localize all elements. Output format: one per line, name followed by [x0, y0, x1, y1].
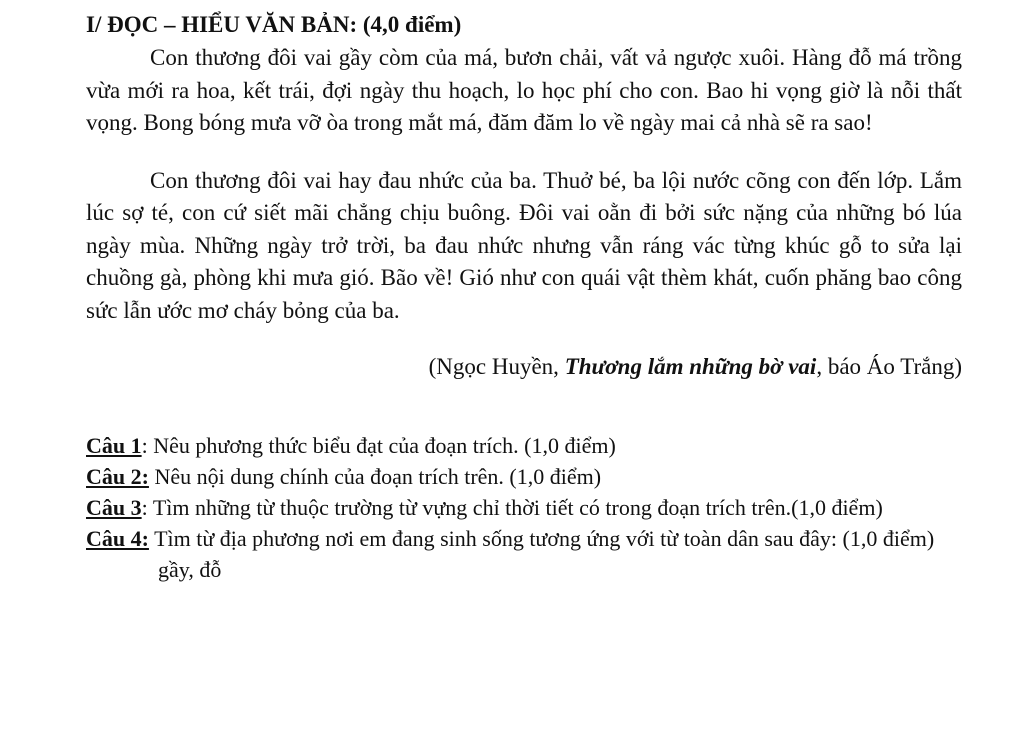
- question-4-words: gầy, đỗ: [158, 557, 222, 582]
- question-label: Câu 3: [86, 495, 142, 520]
- question-text: Nêu phương thức biểu đạt của đoạn trích. (1,0 điểm): [153, 433, 616, 458]
- question-label: Câu 2:: [86, 464, 149, 489]
- source-suffix: , báo Áo Trắng): [816, 354, 962, 379]
- question-3: [86, 492, 962, 523]
- passage-paragraph-1: Con thương đôi vai gầy còm của má, bươn chải, vất vả ngược xuôi. Hàng đỗ má trồng vừa mới ra hoa, kết trái, đợi ngày thu hoạch, lo học phí cho con. Bao hi vọng giờ là nỗi thất vọng. Bong bóng mưa vỡ òa trong mắt má, đăm đăm lo về ngày mai cả nhà sẽ ra sao!: [86, 45, 962, 135]
- question-list: [86, 430, 962, 585]
- question-2: [86, 461, 962, 492]
- source-prefix: (Ngọc Huyền,: [428, 354, 565, 379]
- question-text: Tìm từ địa phương nơi em đang sinh sống tương ứng với từ toàn dân sau đây: (1,0 điểm): [154, 526, 935, 551]
- question-text: Tìm những từ thuộc trường từ vựng chỉ thời tiết có trong đoạn trích trên.(1,0 điểm): [152, 495, 883, 520]
- question-text: Nêu nội dung chính của đoạn trích trên. (1,0 điểm): [154, 464, 602, 489]
- question-label: Câu 4:: [86, 526, 149, 551]
- section-heading: I/ ĐỌC – HIỂU VĂN BẢN: (4,0 điểm): [86, 12, 462, 37]
- question-1: [86, 430, 962, 461]
- question-label: Câu 1: [86, 433, 142, 458]
- question-separator: :: [141, 495, 153, 520]
- question-4: [86, 523, 962, 554]
- passage-source: [86, 351, 962, 383]
- source-title: Thương lắm những bờ vai: [564, 354, 817, 379]
- question-separator: :: [141, 433, 154, 458]
- document-page: [86, 8, 962, 585]
- passage-paragraph-2: Con thương đôi vai hay đau nhức của ba. Thuở bé, ba lội nước cõng con đến lớp. Lắm lúc sợ té, con cứ siết mãi chẳng chịu buông. Đôi vai oằn đi bởi sức nặng của những bó lúa ngày mùa. Những ngày trở trời, ba đau nhức nhưng vẫn ráng vác từng khúc gỗ to sửa lại chuồng gà, phòng khi mưa gió. Bão về! Gió như con quái vật thèm khát, cuốn phăng bao công sức lẫn ước mơ cháy bỏng của ba.: [86, 167, 962, 323]
